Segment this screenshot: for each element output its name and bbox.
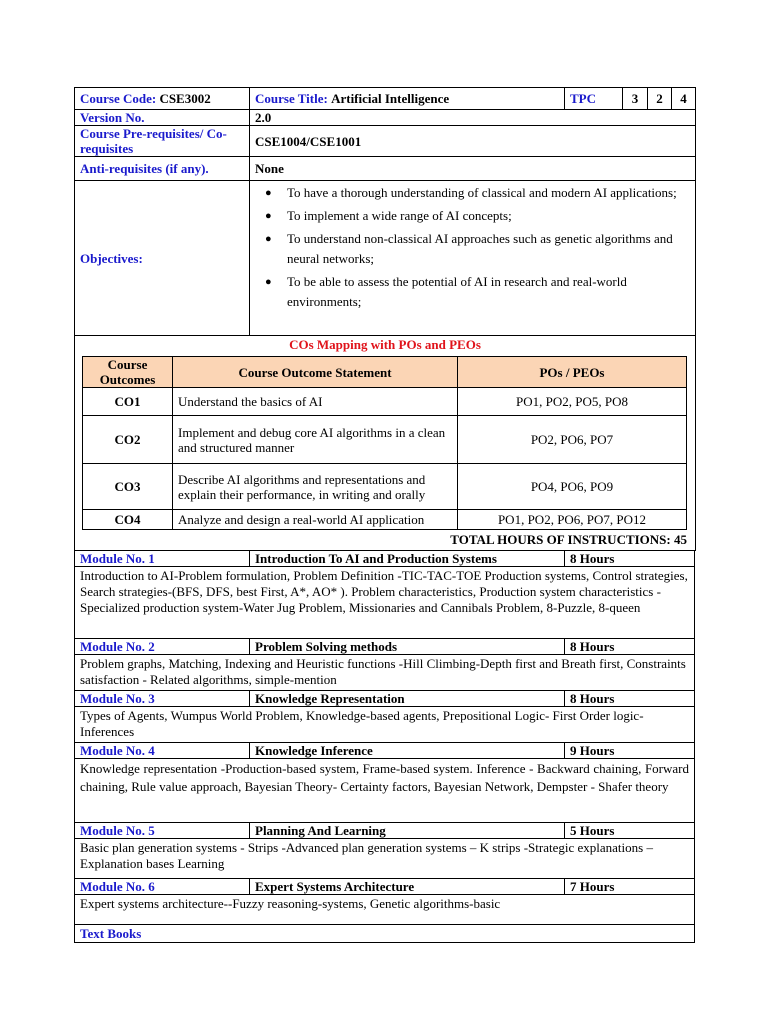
module-header-row [75, 639, 695, 655]
module-content: Knowledge representation -Production-based system, Frame-based system. Inference - Backward chaining, Forward chaining, Rule value approach, Bayesian Theory- Certainty factors, Bayesian Network, Dempster - Shafer theory [75, 759, 695, 823]
module-hours: 8 Hours [565, 551, 695, 567]
objective-item: ● To be able to assess the potential of AI in research and real-world environments; [265, 274, 627, 309]
objective-item: ● To understand non-classical AI approaches such as genetic algorithms and neural networks; [265, 231, 673, 266]
module-title: Knowledge Inference [250, 743, 565, 759]
module-hours: 5 Hours [565, 823, 695, 839]
objectives-cell [250, 181, 696, 336]
course-info-table [74, 87, 696, 551]
version-value: 2.0 [250, 110, 696, 126]
module-hours: 8 Hours [565, 639, 695, 655]
module-content: Types of Agents, Wumpus World Problem, Knowledge-based agents, Prepositional Logic- First Order logic- Inferences [75, 707, 695, 743]
anti-requisites-value: None [250, 157, 696, 181]
module-number: Module No. 1 [75, 551, 250, 567]
module-content-row [75, 839, 695, 879]
module-number: Module No. 6 [75, 879, 250, 895]
module-header-row [75, 551, 695, 567]
module-content-row [75, 655, 695, 691]
module-content: Problem graphs, Matching, Indexing and Heuristic functions -Hill Climbing-Depth first and Breath first, Constraints satisfaction - Related algorithms, simple-mention [75, 655, 695, 691]
co-row: CO1 Understand the basics of AI PO1, PO2, PO5, PO8 [83, 388, 687, 416]
co-row: CO3 Describe AI algorithms and representations and explain their performance, in writing and orally PO4, PO6, PO9 [83, 464, 687, 510]
bullet-icon: ● [265, 276, 272, 288]
objectives-row [75, 181, 696, 336]
co-header-row [83, 357, 687, 388]
module-header-row [75, 879, 695, 895]
co-mapping-row [75, 336, 696, 551]
module-number: Module No. 2 [75, 639, 250, 655]
module-number: Module No. 3 [75, 691, 250, 707]
prerequisites-label: Course Pre-requisites/ Co-requisites [75, 126, 250, 157]
course-code: CSE3002 [159, 91, 211, 106]
module-title: Knowledge Representation [250, 691, 565, 707]
module-number: Module No. 5 [75, 823, 250, 839]
course-header-row [75, 88, 696, 110]
bullet-icon: ● [265, 187, 272, 199]
co-mapping-cell [75, 336, 696, 551]
text-books-label: Text Books [75, 925, 695, 943]
total-hours: TOTAL HOURS OF INSTRUCTIONS: 45 [450, 532, 687, 547]
course-code-cell [75, 88, 250, 110]
modules-table [74, 550, 695, 943]
anti-requisites-row [75, 157, 696, 181]
module-content-row [75, 895, 695, 925]
course-title-cell [250, 88, 565, 110]
course-code-label: Course Code: [80, 91, 157, 106]
module-content: Introduction to AI-Problem formulation, Problem Definition -TIC-TAC-TOE Production systems, Control strategies, Search strategies-(BFS, DFS, best First, A*, AO* ). Problem characteristics, Production system characteristics -Specialized production system-Water Jug Problem, Missionaries and Cannibals Problem, 8-Puzzle, 8-queen [75, 567, 695, 639]
tpc-c: 4 [672, 88, 696, 110]
tpc-p: 2 [648, 88, 672, 110]
module-header-row [75, 743, 695, 759]
tpc-label: TPC [565, 88, 623, 110]
module-title: Problem Solving methods [250, 639, 565, 655]
co-header-pos: POs / PEOs [458, 357, 687, 388]
prerequisites-row [75, 126, 696, 157]
module-content-row [75, 707, 695, 743]
prerequisites-value: CSE1004/CSE1001 [250, 126, 696, 157]
co-header-statement: Course Outcome Statement [173, 357, 458, 388]
tpc-t: 3 [623, 88, 648, 110]
module-title: Planning And Learning [250, 823, 565, 839]
version-row [75, 110, 696, 126]
version-label: Version No. [75, 110, 250, 126]
module-title: Expert Systems Architecture [250, 879, 565, 895]
module-title: Introduction To AI and Production Systems [250, 551, 565, 567]
module-hours: 8 Hours [565, 691, 695, 707]
anti-requisites-label: Anti-requisites (if any). [75, 157, 250, 181]
objectives-label: Objectives: [75, 181, 250, 336]
course-title: Artificial Intelligence [331, 91, 450, 106]
module-hours: 7 Hours [565, 879, 695, 895]
text-books-row [75, 925, 695, 943]
module-hours: 9 Hours [565, 743, 695, 759]
objectives-list [255, 183, 690, 312]
objective-item: ● To have a thorough understanding of classical and modern AI applications; [265, 183, 690, 203]
co-row: CO4 Analyze and design a real-world AI application PO1, PO2, PO6, PO7, PO12 [83, 510, 687, 530]
bullet-icon: ● [265, 233, 272, 245]
bullet-icon: ● [265, 210, 272, 222]
module-content-row [75, 759, 695, 823]
co-mapping-table [82, 356, 687, 530]
syllabus-page [74, 87, 695, 943]
module-number: Module No. 4 [75, 743, 250, 759]
module-content: Expert systems architecture--Fuzzy reasoning-systems, Genetic algorithms-basic [75, 895, 695, 925]
module-header-row [75, 823, 695, 839]
co-mapping-title: COs Mapping with POs and PEOs [289, 337, 481, 352]
co-header-outcomes: Course Outcomes [83, 357, 173, 388]
objective-item: ● To implement a wide range of AI concepts; [265, 206, 690, 226]
module-content: Basic plan generation systems - Strips -Advanced plan generation systems – K strips -Strategic explanations – Explanation bases Learning [75, 839, 695, 879]
co-row: CO2 Implement and debug core AI algorithms in a clean and structured manner PO2, PO6, PO7 [83, 416, 687, 464]
module-content-row [75, 567, 695, 639]
module-header-row [75, 691, 695, 707]
course-title-label: Course Title: [255, 91, 328, 106]
